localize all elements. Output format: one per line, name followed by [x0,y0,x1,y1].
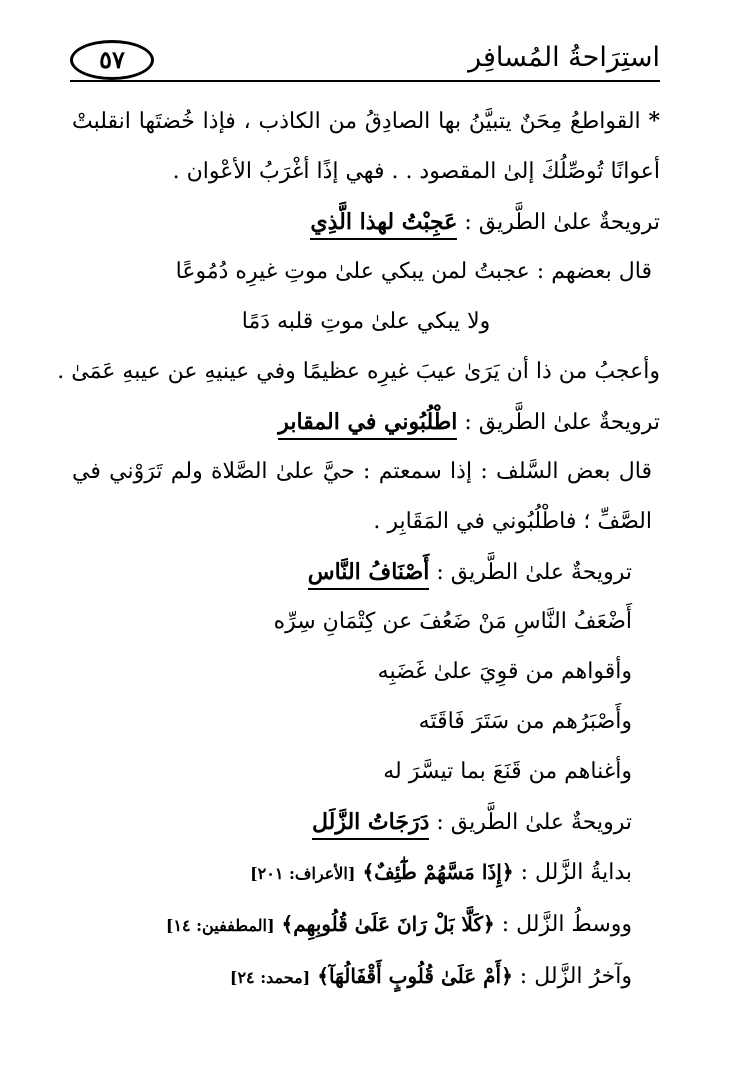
row-lead: وآخرُ الزَّلل : [519,964,632,989]
body-line: وأعجبُ من ذا أن يَرَىٰ عيبَ غيرِه عظيمًا وفي عينيهِ عن عيبهِ عَمَىٰ . [57,359,660,384]
section-heading [72,197,660,247]
intro-paragraph [72,96,660,197]
verse-citation: [الأعراف: ٢٠١] [250,864,356,883]
verse-citation: [المطففين: ١٤] [165,916,275,935]
error-row [72,847,660,899]
section-title: أَصْنَافُ النَّاس [308,559,430,590]
star-ornament: * [648,108,660,134]
section-title: اطْلُبُوني في المقابر [278,409,457,440]
page-header [70,38,660,82]
body-line: أَضْعَفُ النَّاسِ مَنْ ضَعُفَ عن كِتْمَانِ سِرِّه [273,609,632,634]
book-title: استِرَاحةُ المُسافِر [468,42,660,73]
body-line: وأغناهم من قَنَعَ بما تيسَّرَ له [383,759,632,784]
row-lead: ووسطُ الزَّلل : [501,912,632,937]
section-kinds-of-people [72,547,660,797]
intro-text: القواطعُ مِحَنٌ يتبيَّنُ بها الصادِقُ من الكاذب ، فإذا خُضتَها انقلبتْ أعوانًا تُوصِّلُكَ إلىٰ المقصود . . فهي إذًا أغْرَبُ الأعْوان . [72,109,660,184]
error-row [72,951,660,1003]
page-number: ٥٧ [99,45,125,74]
section-wonder [57,197,660,397]
section-heading [72,547,660,597]
section-degrees-of-error [72,797,660,1003]
quran-verse: ﴿إِذَا مَسَّهُمْ طَٰٓئِفٌ﴾ [362,860,514,884]
row-lead: بدايةُ الزَّلل : [520,860,632,885]
section-label: ترويحةٌ علىٰ الطَّريق : [436,810,632,835]
quran-verse: ﴿كَلَّا بَلْ رَانَ عَلَىٰ قُلُوبِهِم﴾ [281,912,495,936]
section-label: ترويحةٌ علىٰ الطَّريق : [436,560,632,585]
body-line: ولا يبكي علىٰ موتِ قلبه دَمًا [241,309,491,334]
section-heading [72,797,660,847]
quran-verse: ﴿أَمْ عَلَىٰ قُلُوبٍ أَقْفَالُهَآ﴾ [317,964,513,988]
verse-citation: [محمد: ٢٤] [229,968,311,987]
body-line: وأقواهم من قوِيَ علىٰ غَضَبِه [377,659,632,684]
body-line: وأَصْبَرُهم من سَتَرَ فَاقَتَه [418,709,632,734]
section-label: ترويحةٌ علىٰ الطَّريق : [464,410,660,435]
section-heading [72,397,660,447]
header-rule [70,80,660,82]
body-line: قال بعضهم : عجبتُ لمن يبكي علىٰ موتِ غيرِه دُمُوعًا [175,259,652,284]
body-paragraph: قال بعض السَّلف : إذا سمعتم : حيَّ علىٰ الصَّلاة ولم تَرَوْني في الصَّفِّ ؛ فاطْلُبُوني في المَقَابِر . [72,459,652,534]
section-label: ترويحةٌ علىٰ الطَّريق : [464,210,660,235]
page-number-badge [70,40,154,80]
error-row [72,899,660,951]
section-title: عَجِبْتُ لهذا الَّذِي [310,209,457,240]
page-body [57,96,660,1003]
section-title: دَرَجَاتُ الزَّلَل [312,809,429,840]
section-seek-me [72,397,660,547]
